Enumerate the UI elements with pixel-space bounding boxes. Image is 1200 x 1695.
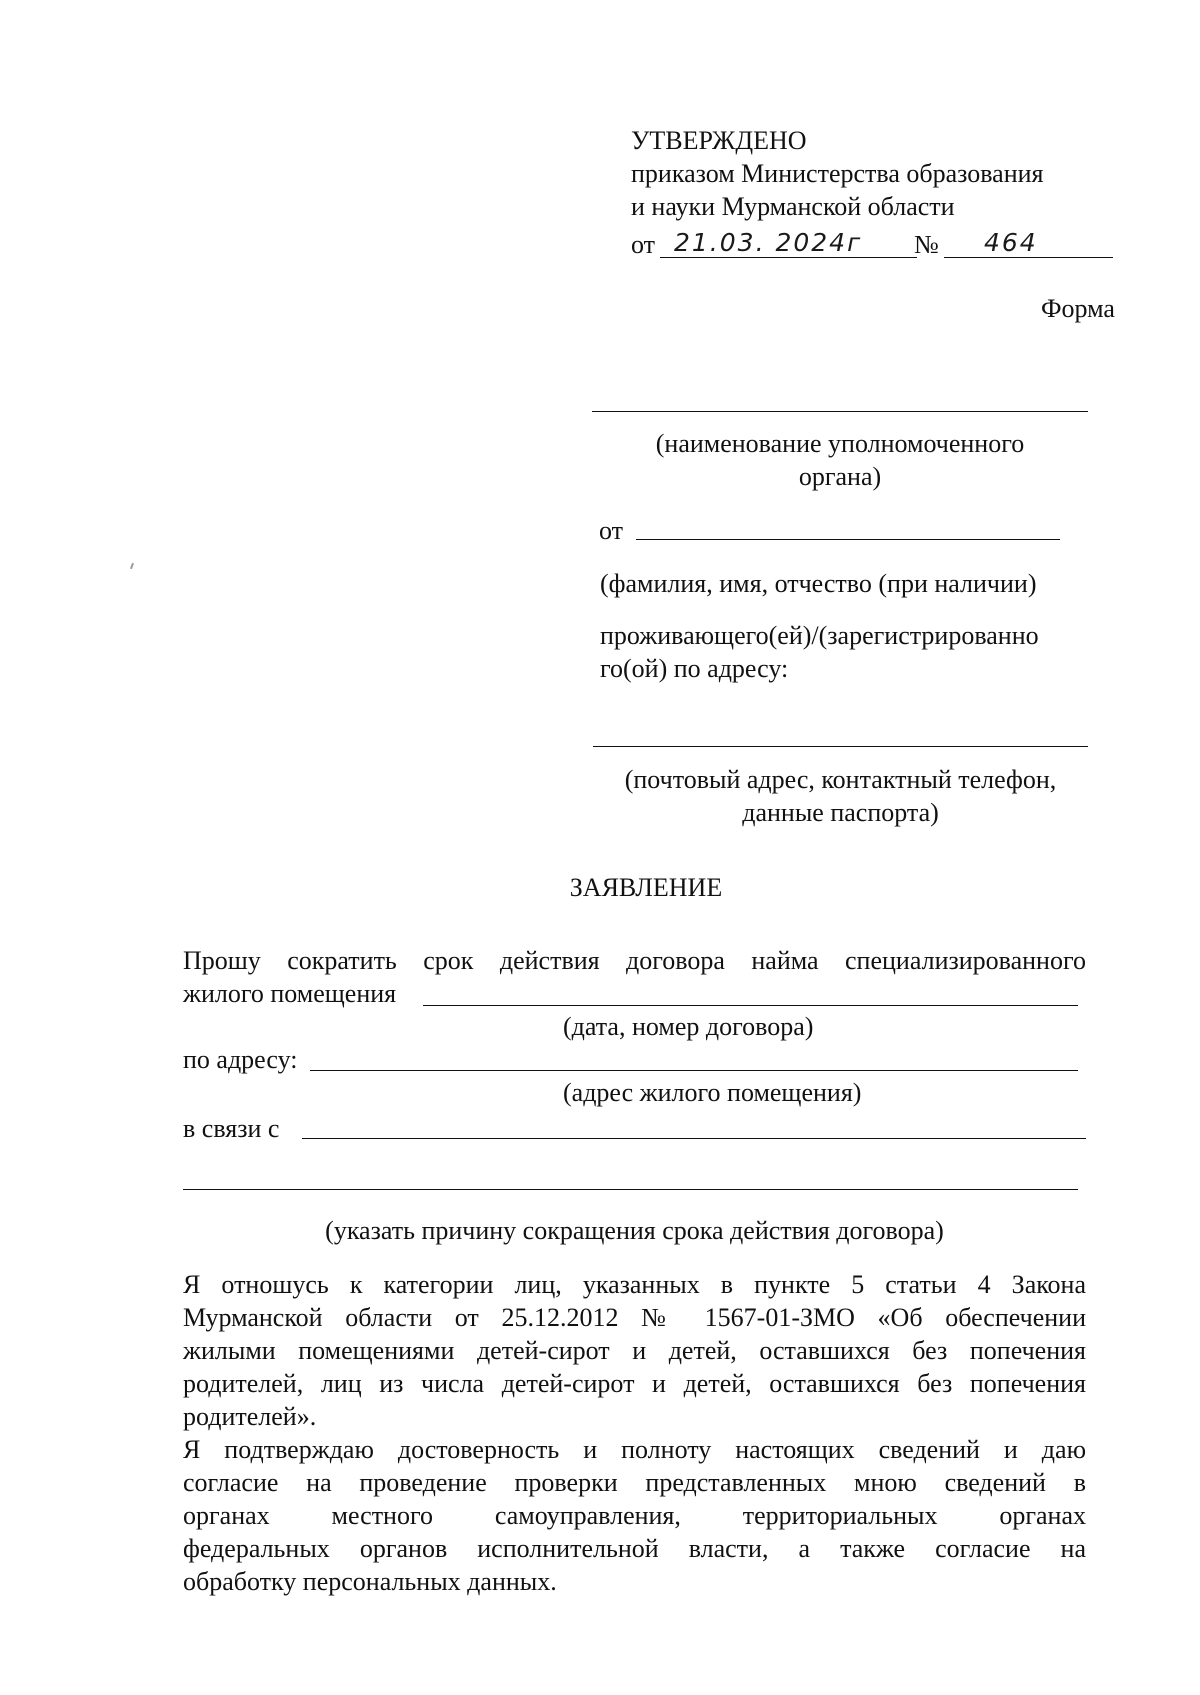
authority-caption-line2: органа) [798, 462, 882, 491]
approval-order-line1: приказом Министерства образования [631, 159, 1044, 188]
request-line1: Прошу сократить срок действия договора найма специализированного [183, 946, 1086, 975]
contract-line [423, 1005, 1078, 1006]
postal-address-line [593, 746, 1088, 747]
authority-caption-line1: (наименование уполномоченного [655, 429, 1025, 458]
approval-number-prefix: № [914, 230, 939, 259]
paragraph2-line2: согласие на проведение проверки представленных мною сведений в [183, 1468, 1086, 1497]
address-label: по адресу: [183, 1045, 298, 1074]
address-line [310, 1070, 1078, 1071]
paragraph1-line3: жилыми помещениями детей-сирот и детей, оставшихся без попечения [183, 1336, 1086, 1365]
paragraph2-line1: Я подтверждаю достоверность и полноту настоящих сведений и даю [183, 1435, 1086, 1464]
reason-line-1 [302, 1138, 1086, 1139]
address-caption-line2: данные паспорта) [742, 798, 939, 827]
form-label: Форма [1041, 294, 1115, 323]
approval-date-line [660, 257, 917, 258]
authority-name-line [592, 411, 1088, 412]
reason-caption: (указать причину сокращения срока действия договора) [325, 1216, 944, 1245]
scan-speck [130, 563, 134, 569]
approval-order-line2: и науки Мурманской области [631, 192, 955, 221]
name-caption: (фамилия, имя, отчество (при наличии) [600, 569, 1037, 598]
contract-label: жилого помещения [183, 979, 397, 1008]
paragraph1-line2: Мурманской области от 25.12.2012 № 1567-01-ЗМО «Об обеспечении [183, 1303, 1086, 1332]
approval-date-prefix: от [631, 230, 656, 259]
residing-line1: проживающего(ей)/(зарегистрированно [600, 621, 1039, 650]
paragraph1-line4: родителей, лиц из числа детей-сирот и детей, оставшихся без попечения [183, 1369, 1086, 1398]
address-caption-line1: (почтовый адрес, контактный телефон, [624, 765, 1057, 794]
approval-number-line [944, 257, 1113, 258]
paragraph1-line5: родителей». [183, 1402, 317, 1431]
paragraph2-line4: федеральных органов исполнительной власти, а также согласие на [183, 1534, 1086, 1563]
contract-caption: (дата, номер договора) [563, 1012, 814, 1041]
from-label: от [599, 516, 624, 545]
approval-title: УТВЕРЖДЕНО [631, 126, 807, 155]
address-caption: (адрес жилого помещения) [563, 1078, 862, 1107]
approval-date-handwritten: 21.03. 2024г [674, 228, 863, 257]
reason-label: в связи с [183, 1114, 280, 1143]
approval-number-handwritten: 464 [984, 228, 1038, 257]
paragraph1-line1: Я отношусь к категории лиц, указанных в пункте 5 статьи 4 Закона [183, 1270, 1086, 1299]
paragraph2-line3: органах местного самоуправления, территориальных органах [183, 1501, 1086, 1530]
applicant-name-line [636, 539, 1060, 540]
reason-line-2 [183, 1189, 1078, 1190]
paragraph2-line5: обработку персональных данных. [183, 1567, 557, 1596]
residing-line2: го(ой) по адресу: [600, 654, 789, 683]
document-title: ЗАЯВЛЕНИЕ [569, 873, 723, 902]
